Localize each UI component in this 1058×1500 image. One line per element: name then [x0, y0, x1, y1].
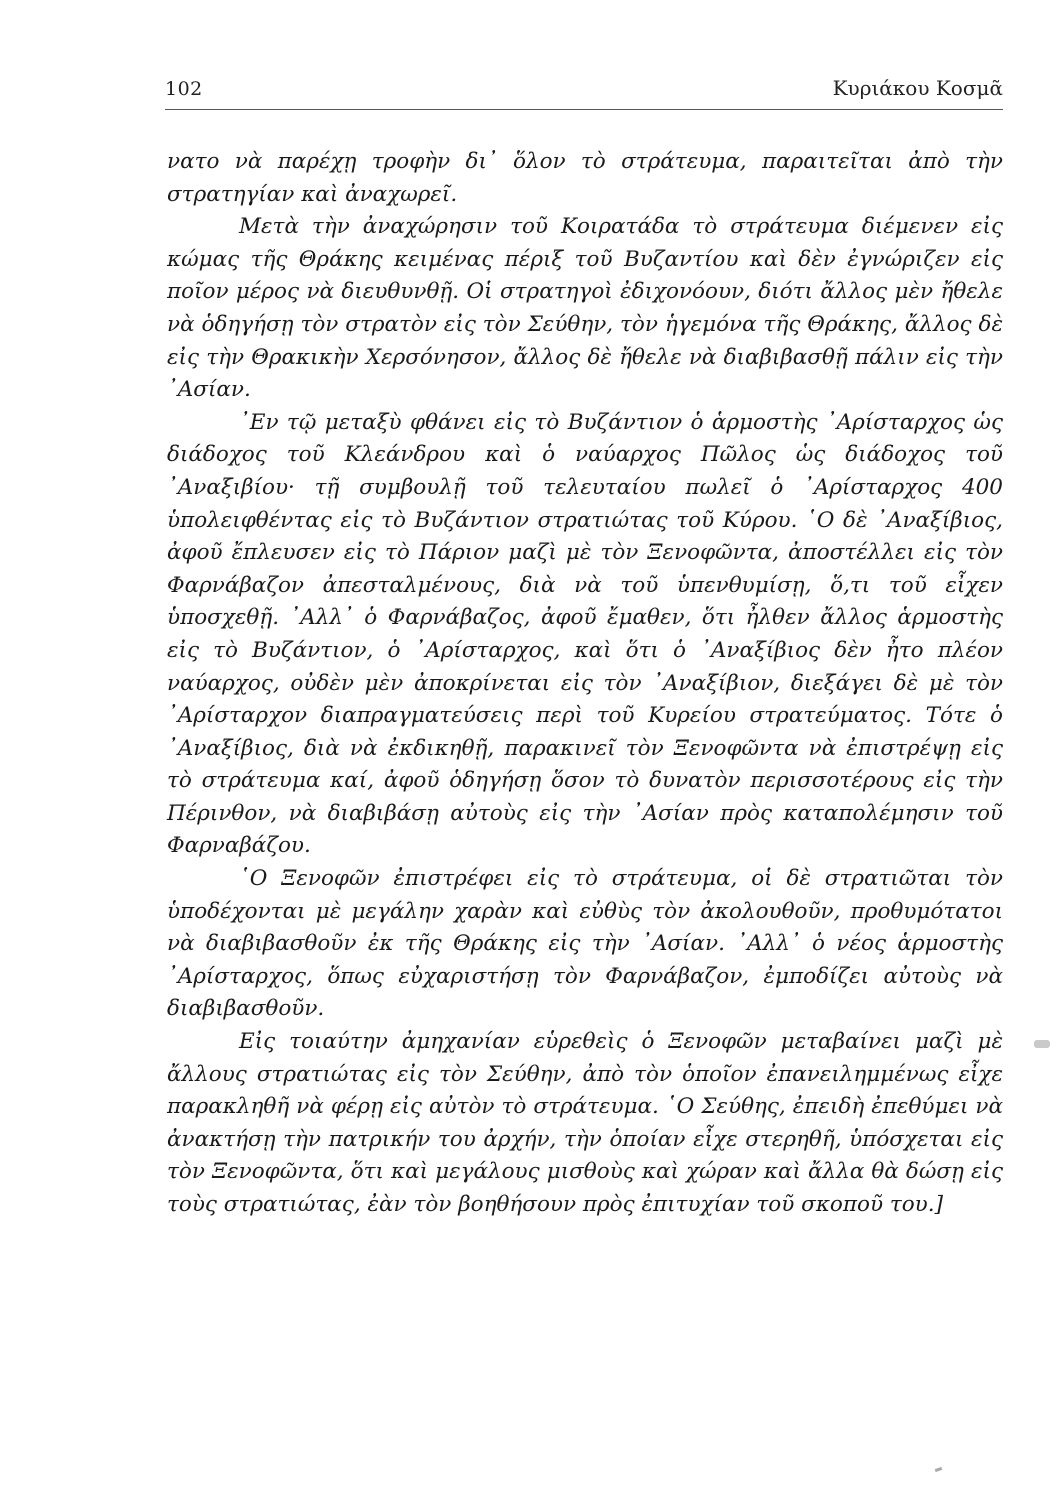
scan-artifact: [1034, 1040, 1050, 1048]
paragraph: Εἰς τοιαύτην ἀμηχανίαν εὑρεθεὶς ὁ Ξενοφῶν μεταβαίνει μαζὶ μὲ ἄλλους στρατιώτας εἰς τὸν Σεύθην, ἀπὸ τὸν ὁποῖον ἐπανειλημμένως εἶχε παρακληθῆ νὰ φέρῃ εἰς αὐτὸν τὸ στράτευμα. ῾Ο Σεύθης, ἐπειδὴ ἐπεθύμει νὰ ἀνακτήσῃ τὴν πατρικήν του ἀρχήν, τὴν ὁποίαν εἶχε στερηθῆ, ὑπόσχεται εἰς τὸν Ξενοφῶντα, ὅτι καὶ μεγάλους μισθοὺς καὶ χώραν καὶ ἄλλα θὰ δώσῃ εἰς τοὺς στρατιώτας, ἐὰν τὸν βοηθήσουν πρὸς ἐπιτυχίαν τοῦ σκοποῦ του.]: [167, 1029, 1003, 1217]
running-title: Κυριάκου Κοσμᾶ: [832, 76, 1003, 100]
page-header: [165, 72, 1005, 106]
paragraph: Μετὰ τὴν ἀναχώρησιν τοῦ Κοιρατάδα τὸ στράτευμα διέμενεν εἰς κώμας τῆς Θράκης κειμένας πέριξ τοῦ Βυζαντίου καὶ δὲν ἐγνώριζεν εἰς ποῖον μέρος νὰ διευθυνθῇ. Οἱ στρατηγοὶ ἐδιχονόουν, διότι ἄλλος μὲν ἤθελε νὰ ὁδηγήσῃ τὸν στρατὸν εἰς τὸν Σεύθην, τὸν ἡγεμόνα τῆς Θράκης, ἄλλος δὲ εἰς τὴν Θρακικὴν Χερσόνησον, ἄλλος δὲ ἤθελε νὰ διαβιβασθῇ πάλιν εἰς τὴν ᾿Ασίαν.: [167, 214, 1003, 403]
paragraph-continuation: νατο νὰ παρέχῃ τροφὴν δι᾽ ὅλον τὸ στράτευμα, παραιτεῖται ἀπὸ τὴν στρατηγίαν καὶ ἀναχωρεῖ.: [167, 149, 1003, 207]
main-text: [167, 146, 1003, 1222]
scan-speck: [935, 1467, 943, 1472]
paragraph: ῾Ο Ξενοφῶν ἐπιστρέφει εἰς τὸ στράτευμα, οἱ δὲ στρατιῶται τὸν ὑποδέχονται μὲ μεγάλην χαρὰν καὶ εὐθὺς τὸν ἀκολουθοῦν, προθυμότατοι νὰ διαβιβασθοῦν ἐκ τῆς Θράκης εἰς τὴν ᾿Ασίαν. ᾿Αλλ᾿ ὁ νέος ἁρμοστὴς ᾿Αρίσταρχος, ὅπως εὐχαριστήσῃ τὸν Φαρνάβαζον, ἐμποδίζει αὐτοὺς νὰ διαβιβασθοῦν.: [167, 866, 1003, 1022]
page-number: 102: [165, 78, 203, 100]
paragraph: ᾿Εν τῷ μεταξὺ φθάνει εἰς τὸ Βυζάντιον ὁ ἁρμοστὴς ᾿Αρίσταρχος ὡς διάδοχος τοῦ Κλεάνδρου καὶ ὁ ναύαρχος Πῶλος ὡς διάδοχος τοῦ ᾿Αναξιβίου· τῇ συμβουλῇ τοῦ τελευταίου πωλεῖ ὁ ᾿Αρίσταρχος 400 ὑπολειφθέντας εἰς τὸ Βυζάντιον στρατιώτας τοῦ Κύρου. ῾Ο δὲ ᾿Αναξίβιος, ἀφοῦ ἔπλευσεν εἰς τὸ Πάριον μαζὶ μὲ τὸν Ξενοφῶντα, ἀποστέλλει εἰς τὸν Φαρνάβαζον ἀπεσταλμένους, διὰ νὰ τοῦ ὑπενθυμίσῃ, ὅ,τι τοῦ εἶχεν ὑποσχεθῇ. ᾿Αλλ᾿ ὁ Φαρνάβαζος, ἀφοῦ ἔμαθεν, ὅτι ἦλθεν ἄλλος ἁρμοστὴς εἰς τὸ Βυζάντιον, ὁ ᾿Αρίσταρχος, καὶ ὅτι ὁ ᾿Αναξίβιος δὲν ἦτο πλέον ναύαρχος, οὐδὲν μὲν ἀποκρίνεται εἰς τὸν ᾿Αναξίβιον, διεξάγει δὲ μὲ τὸν ᾿Αρίσταρχον διαπραγματεύσεις περὶ τοῦ Κυρείου στρατεύματος. Τότε ὁ ᾿Αναξίβιος, διὰ νὰ ἐκδικηθῇ, παρακινεῖ τὸν Ξενοφῶντα νὰ ἐπιστρέψῃ εἰς τὸ στράτευμα καί, ἀφοῦ ὁδηγήσῃ ὅσον τὸ δυνατὸν περισσοτέρους εἰς τὴν Πέρινθον, νὰ διαβιβάσῃ αὐτοὺς εἰς τὴν ᾿Ασίαν πρὸς καταπολέμησιν τοῦ Φαρναβάζου.: [167, 409, 1003, 859]
header-divider: [165, 109, 1003, 110]
